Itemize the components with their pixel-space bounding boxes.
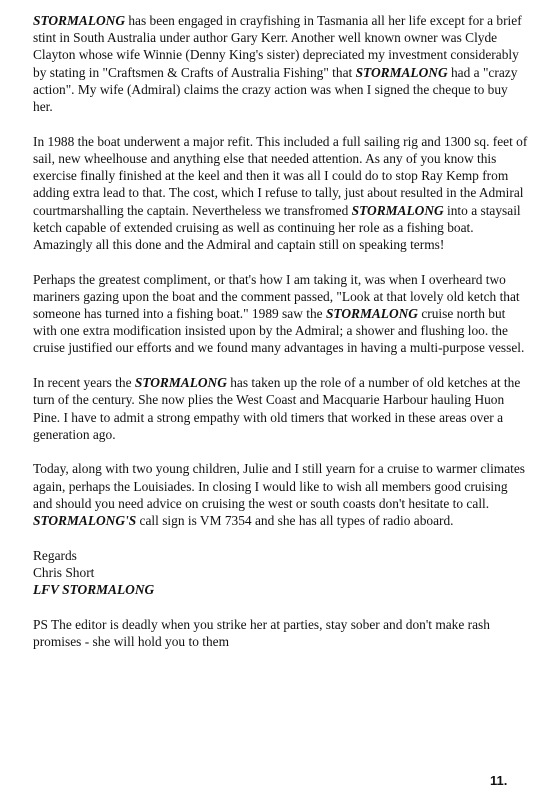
paragraph-history bbox=[33, 12, 528, 115]
letter-body bbox=[33, 12, 528, 668]
paragraph-recent bbox=[33, 374, 528, 443]
paragraph-text: In recent years the bbox=[33, 375, 135, 391]
paragraph-text: cruise north but with one extra modification insisted upon by the Admiral; a shower and flushing loo. the cruise justified our efforts and we found many advantages in having a multi-purpose vessel. bbox=[33, 306, 525, 356]
paragraph-text: has taken up the role of a number of old ketches at the turn of the century. She now plies the West Coast and Macquarie Harbour hauling Huon Pine. I have to admit a strong empathy with old timers that worked in these areas over a generation ago. bbox=[33, 375, 521, 442]
paragraph-text: call sign is VM 7354 and she has all types of radio aboard. bbox=[136, 513, 454, 529]
boat-name-possessive: STORMALONG'S bbox=[33, 513, 137, 529]
paragraph-text: Perhaps the greatest compliment, or that's how I am taking it, was when I overheard two mariners gazing upon the boat and the comment passed, "Look at that lovely old ketch that someone has turned into a fishing boat." 1989 saw the bbox=[33, 271, 520, 322]
closing: Regards bbox=[33, 547, 77, 563]
boat-name: STORMALONG bbox=[325, 306, 418, 322]
paragraph-text: had a "crazy action". My wife (Admiral) claims the crazy action was when I signed the cheque to buy her. bbox=[33, 64, 518, 115]
boat-name: STORMALONG bbox=[33, 13, 126, 28]
page-number: 11. bbox=[490, 773, 508, 788]
paragraph-refit bbox=[33, 133, 528, 253]
postscript: PS The editor is deadly when you strike her at parties, stay sober and don't make rash promises - she will hold you to them bbox=[33, 616, 490, 650]
boat-name: STORMALONG bbox=[355, 64, 448, 80]
paragraph-compliment bbox=[33, 271, 528, 357]
paragraph-text: In 1988 the boat underwent a major refit. This included a full sailing rig and 1300 sq. feet of sail, new wheelhouse and anything else that needed attention. As any of you know this exercise finally finished at the keel and then it was all I could do to stop Ray Kemp from adding extra lead to that. The cost, which I refuse to tally, just about resulted in the Admiral courtmarshalling the captain. Nevertheless we transfromed bbox=[33, 133, 528, 218]
vessel-name: LFV STORMALONG bbox=[33, 582, 155, 598]
paragraph-today bbox=[33, 460, 528, 529]
paragraph-text: has been engaged in crayfishing in Tasmania all her life except for a brief stint in South Australia under author Gary Kerr. Another well known owner was Clyde Clayton whose wife Winnie (Denny King's sister) depreciated my investment considerably by stating in "Craftsmen & Crafts of Australia Fishing" that bbox=[33, 13, 522, 80]
boat-name: STORMALONG bbox=[134, 375, 227, 391]
author-name: Chris Short bbox=[33, 564, 95, 580]
paragraph-text: Today, along with two young children, Julie and I still yearn for a cruise to warmer climates again, perhaps the Louisiades. In closing I would like to wish all members good cruising and should you need advice on cruising the west or south coasts don't hesitate to call. bbox=[33, 461, 526, 511]
paragraph-text: into a staysail ketch capable of extended cruising as well as continuing her role as a fishing boat. Amazingly all this done and the Admiral and captain still on speaking terms! bbox=[33, 202, 521, 252]
boat-name: STORMALONG bbox=[351, 202, 444, 218]
signature-block bbox=[33, 547, 528, 599]
